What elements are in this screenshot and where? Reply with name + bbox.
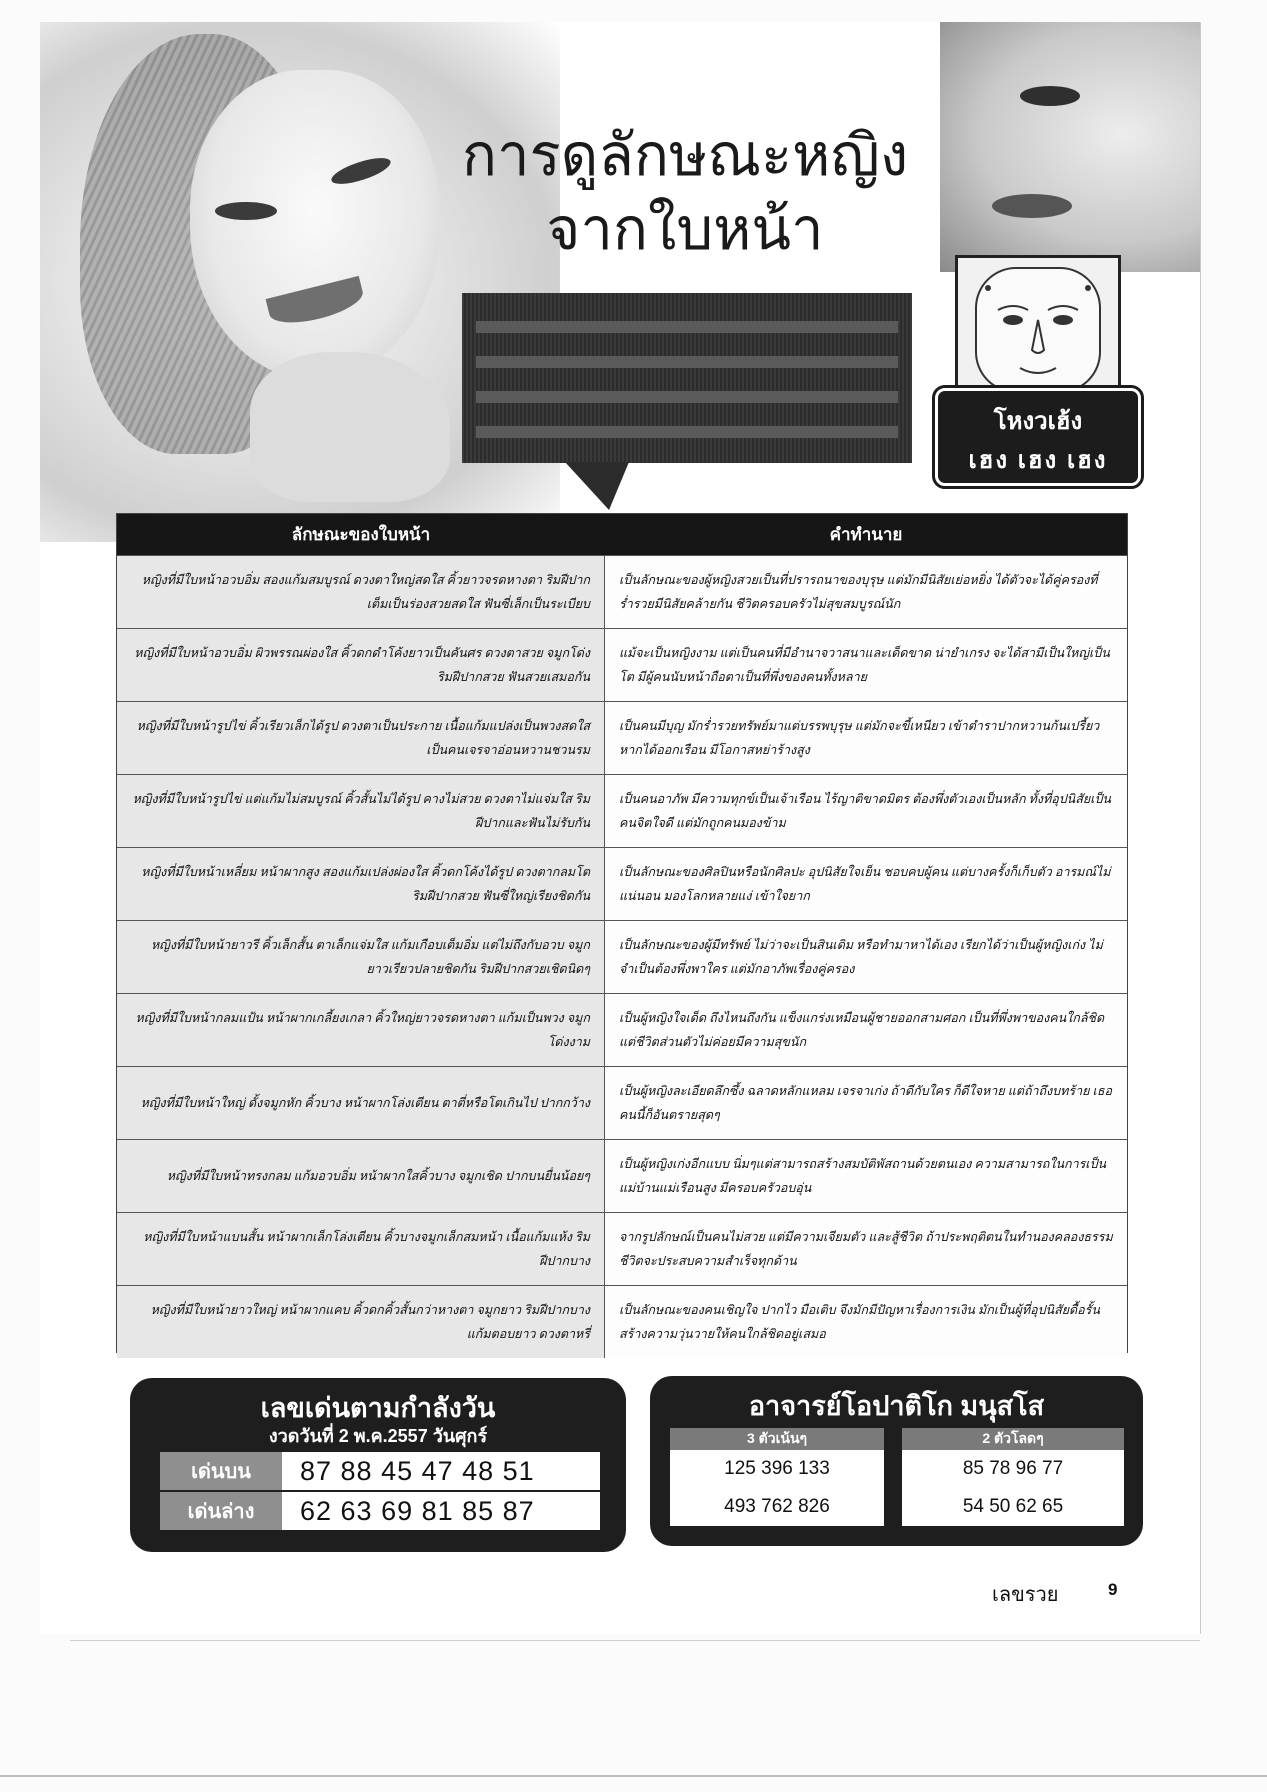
bottom-label: เด่นล่าง (160, 1492, 282, 1530)
feature-cell: หญิงที่มีใบหน้าใหญ่ ดั้งจมูกหัก คิ้วบาง หน้าผากโล่งเตียน ตาตี่หรือโตเกินไป ปากกว้าง (117, 1067, 605, 1139)
lucky-box-title: เลขเด่นตามกำลังวัน (260, 1393, 496, 1423)
feature-cell: หญิงที่มีใบหน้ายาวใหญ่ หน้าผากแคบ คิ้วดกคิ้วสั้นกว่าหางตา จมูกยาว ริมฝีปากบาง แก้มตอบยาว ดวงตาหรี่ (117, 1286, 605, 1358)
feature-cell: หญิงที่มีใบหน้ากลมแป้น หน้าผากเกลี้ยงเกลา คิ้วใหญ่ยาวจรดหางตา แก้มเป็นพวง จมูกโด่งงาม (117, 994, 605, 1066)
feature-cell: หญิงที่มีใบหน้าอวบอิ่ม สองแก้มสมบูรณ์ ดวงตาใหญ่สดใส คิ้วยาวจรดหางตา ริมฝีปากเต็มเป็นร่องสวยสดใส ฟันซี่เล็กเป็นระเบียบ (117, 556, 605, 628)
face-chart-illustration (955, 255, 1121, 401)
table-row (117, 1285, 1127, 1358)
table-row (117, 847, 1127, 920)
prediction-cell: เป็นผู้หญิงเก่งอีกแบบ นิ่มๆแต่สามารถสร้างสมบัติพัสถานด้วยตนเอง ความสามารถในการเป็นแม่บ้านแม่เรือนสูง มีครอบครัวอบอุ่น (605, 1140, 1127, 1212)
badge-line-1: โหงวเฮ้ง (993, 408, 1083, 435)
three-digit-set: 493 762 826 (724, 1496, 830, 1517)
two-digit-set: 54 50 62 65 (962, 1496, 1064, 1517)
prediction-cell: เป็นลักษณะของผู้หญิงสวยเป็นที่ปรารถนาของบุรุษ แต่มักมีนิสัยเย่อหยิ่ง ได้ตัวจะได้คู่ครองที่ร่ำรวยมีนิสัยคล้ายกัน ชีวิตครอบครัวไม่สุขสมบูรณ์นัก (605, 556, 1127, 628)
ajarn-number-box (650, 1376, 1143, 1546)
header-features: ลักษณะของใบหน้า (291, 525, 431, 544)
prediction-cell: เป็นลักษณะของคนเชิญใจ ปากไว มือเติบ จึงมักมีปัญหาเรื่องการเงิน มักเป็นผู้ที่อุปนิสัยดื้อรั้น สร้างความวุ่นวายให้คนใกล้ชิดอยู่เสมอ (605, 1286, 1127, 1358)
two-digit-header: 2 ตัวโลดๆ (902, 1428, 1124, 1450)
table-row (117, 774, 1127, 847)
badge-line-2: เฮง เฮง เฮง (968, 447, 1108, 474)
top-numbers: 87 88 45 47 48 51 (282, 1452, 600, 1490)
prediction-cell: เป็นลักษณะของศิลปินหรือนักศิลปะ อุปนิสัยใจเย็น ชอบคบผู้คน แต่บางครั้งก็เก็บตัว อารมณ์ไม่แน่นอน มองโลกหลายแง่ เข้าใจยาก (605, 848, 1127, 920)
three-digit-header: 3 ตัวเน้นๆ (670, 1428, 884, 1450)
prediction-cell: เป็นลักษณะของผู้มีทรัพย์ ไม่ว่าจะเป็นสินเดิม หรือทำมาหาได้เอง เรียกได้ว่าเป็นผู้หญิงเก่ง ไม่จำเป็นต้องพึ่งพาใคร แต่มักอาภัพเรื่องคู่ครอง (605, 921, 1127, 993)
table-row (117, 628, 1127, 701)
woman-photo-left (40, 22, 560, 542)
top-label: เด่นบน (160, 1452, 282, 1490)
feature-cell: หญิงที่มีใบหน้าเหลี่ยม หน้าผากสูง สองแก้มเปล่งผ่องใส คิ้วดกโค้งได้รูป ดวงตากลมโต ริมฝีปากสวย ฟันซี่ใหญ่เรียงชิดกัน (117, 848, 605, 920)
prediction-cell: จากรูปลักษณ์เป็นคนไม่สวย แต่มีความเจียมตัว และสู้ชีวิต ถ้าประพฤติตนในทำนองคลองธรรม ชีวิตจะประสบความสำเร็จทุกด้าน (605, 1213, 1127, 1285)
speech-bubble-tail (565, 462, 629, 510)
table-row (117, 920, 1127, 993)
scan-edge-line (0, 1775, 1267, 1777)
prediction-cell: เป็นผู้หญิงละเอียดลึกซึ้ง ฉลาดหลักแหลม เจรจาเก่ง ถ้าดีกับใคร ก็ดีใจหาย แต่ถ้าถึงบทร้าย เธอคนนี้ก็อันตรายสุดๆ (605, 1067, 1127, 1139)
two-digit-list (902, 1450, 1124, 1526)
page-title (405, 118, 965, 266)
bottom-numbers: 62 63 69 81 85 87 (282, 1492, 600, 1530)
bottom-numbers-row (160, 1492, 600, 1530)
lucky-number-box (130, 1378, 626, 1552)
prediction-cell: เป็นผู้หญิงใจเด็ด ถึงไหนถึงกัน แข็งแกร่งเหมือนผู้ชายออกสามศอก เป็นที่พึ่งพาของคนใกล้ชิด แต่ชีวิตส่วนตัวไม่ค่อยมีความสุขนัก (605, 994, 1127, 1066)
feature-cell: หญิงที่มีใบหน้ารูปไข่ คิ้วเรียวเล็กได้รูป ดวงตาเป็นประกาย เนื้อแก้มแปล่งเป็นพวงสดใส เป็นคนเจรจาอ่อนหวานชวนรม (117, 702, 605, 774)
prediction-cell: เป็นคนอาภัพ มีความทุกข์เป็นเจ้าเรือน ไร้ญาติขาดมิตร ต้องพึ่งตัวเองเป็นหลัก ทั้งที่อุปนิสัยเป็นคนจิตใจดี แต่มักถูกคนมองข้าม (605, 775, 1127, 847)
title-line-1: การดูลักษณะหญิง (461, 121, 909, 189)
prediction-cell: เป็นคนมีบุญ มักร่ำรวยทรัพย์มาแต่บรรพบุรุษ แต่มักจะขี้เหนียว เข้าตำราปากหวานก้นเปรี้ยว หากได้ออกเรือน มีโอกาสหย่าร้างสูง (605, 702, 1127, 774)
header-prediction: คำทำนาย (829, 525, 903, 544)
intro-text-box (462, 293, 912, 463)
three-digit-set: 125 396 133 (724, 1458, 830, 1479)
title-line-2: จากใบหน้า (546, 195, 824, 263)
feature-cell: หญิงที่มีใบหน้าแบนสั้น หน้าผากเล็กโล่งเตียน คิ้วบางจมูกเล็กสมหน้า เนื้อแก้มแห้ง ริมฝีปากบาง (117, 1213, 605, 1285)
face-reading-table (116, 513, 1128, 1353)
table-header (117, 514, 1127, 555)
table-row (117, 555, 1127, 628)
three-digit-list (670, 1450, 884, 1526)
two-digit-set: 85 78 96 77 (962, 1458, 1064, 1479)
woman-photo-right (940, 22, 1200, 272)
feature-cell: หญิงที่มีใบหน้ายาวรี คิ้วเล็กสั้น ตาเล็กแจ่มใส แก้มเกือบเต็มอิ่ม แต่ไม่ถึงกับอวบ จมูกยาวเรียวปลายชิดกัน ริมฝีปากสวยเชิดนิดๆ (117, 921, 605, 993)
magazine-name: เลขรวย (992, 1584, 1059, 1606)
page-edge-line (70, 1640, 1200, 1641)
top-numbers-row (160, 1452, 600, 1490)
lucky-box-date: งวดวันที่ 2 พ.ค.2557 วันศุกร์ (268, 1426, 488, 1446)
table-row (117, 993, 1127, 1066)
table-row (117, 1066, 1127, 1139)
page-number: 9 (1108, 1580, 1118, 1599)
column-badge (935, 388, 1141, 486)
ajarn-box-title: อาจารย์โอปาติโก มนุสโส (748, 1391, 1045, 1421)
table-row (117, 1212, 1127, 1285)
feature-cell: หญิงที่มีใบหน้าอวบอิ่ม ผิวพรรณผ่องใส คิ้วดกดำโค้งยาวเป็นคันศร ดวงตาสวย จมูกโด่ง ริมฝีปากสวย ฟันสวยเสมอกัน (117, 629, 605, 701)
table-row (117, 701, 1127, 774)
prediction-cell: แม้จะเป็นหญิงงาม แต่เป็นคนที่มีอำนาจวาสนาและเด็ดขาด น่ายำเกรง จะได้สามีเป็นใหญ่เป็นโต มีผู้คนนับหน้าถือตาเป็นที่พึ่งของคนทั้งหลาย (605, 629, 1127, 701)
table-row (117, 1139, 1127, 1212)
feature-cell: หญิงที่มีใบหน้าทรงกลม แก้มอวบอิ่ม หน้าผากใสคิ้วบาง จมูกเชิด ปากบนยื่นน้อยๆ (117, 1140, 605, 1212)
feature-cell: หญิงที่มีใบหน้ารูปไข่ แต่แก้มไม่สมบูรณ์ คิ้วสั้นไม่ได้รูป คางไม่สวย ดวงตาไม่แจ่มใส ริมฝีปากและฟันไม่รับกัน (117, 775, 605, 847)
